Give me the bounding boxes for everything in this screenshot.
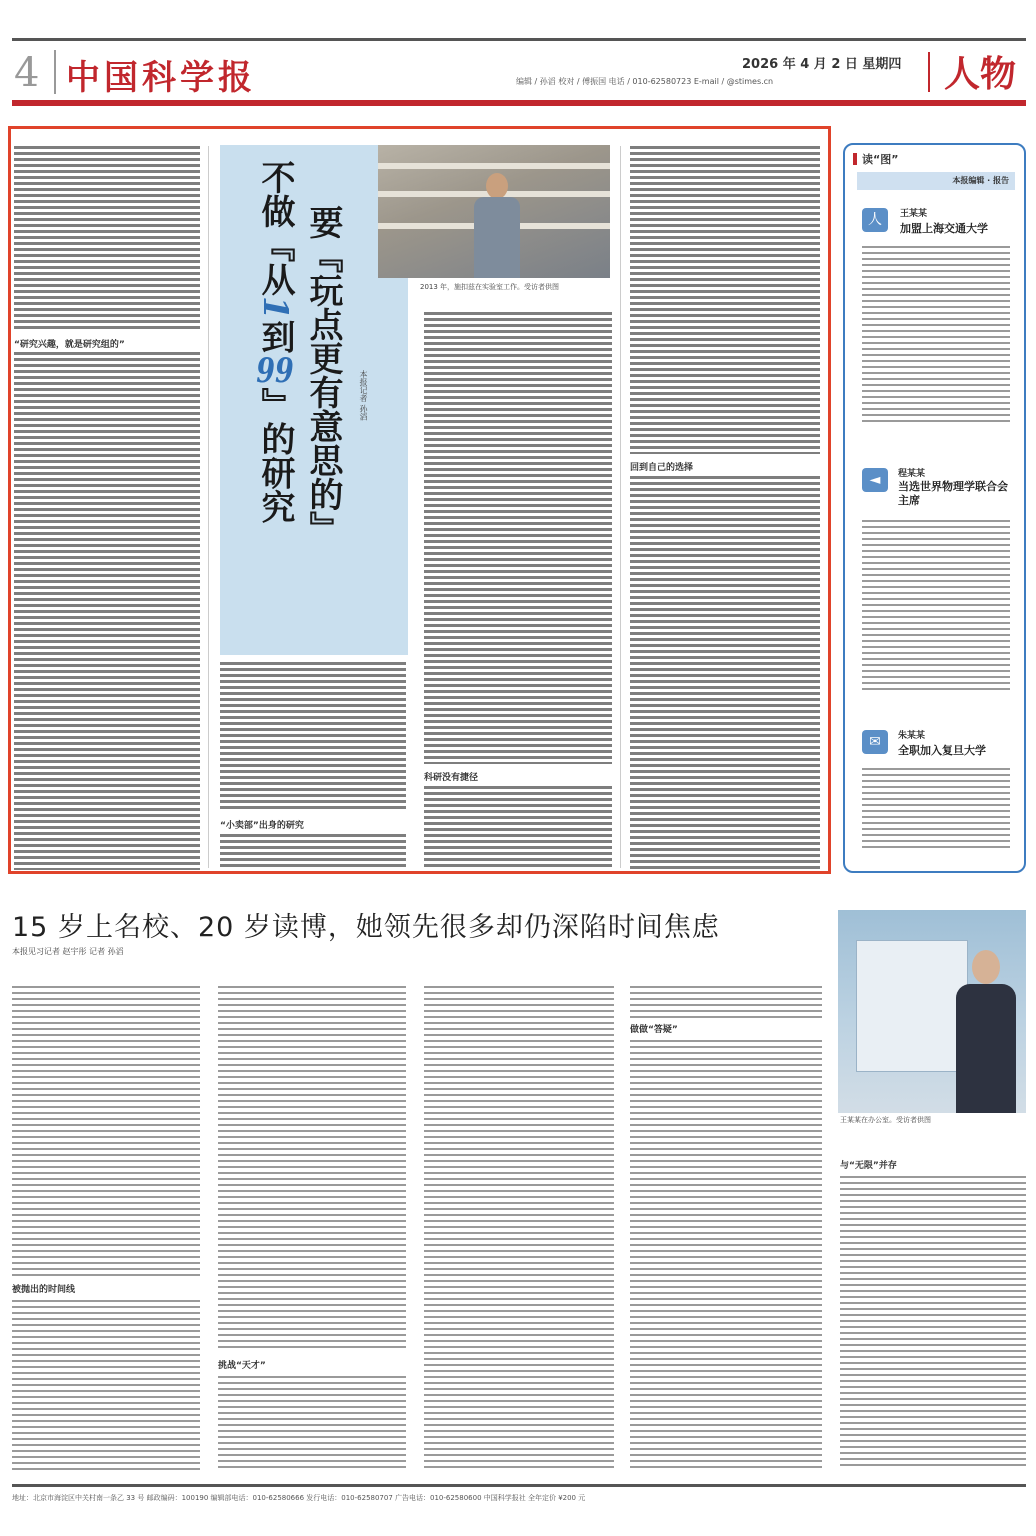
lower-subhead-5: 与“无限”并存 <box>840 1161 897 1171</box>
lower-column-4-bottom <box>630 1040 822 1470</box>
sidebar-item-1-name: 王某某 <box>900 209 928 219</box>
lower-column-1-bottom <box>12 1300 200 1470</box>
page-number-divider <box>54 50 56 94</box>
footer-rule <box>12 1484 1026 1487</box>
lower-column-1-top <box>12 986 200 1276</box>
article-column-2-top <box>220 662 406 812</box>
feature-photo-caption: 2013 年，施扣兹在实验室工作。受访者供图 <box>420 283 560 291</box>
lower-column-2-bottom <box>218 1376 406 1470</box>
feature-subhead-2: “小卖部”出身的研究 <box>220 821 304 831</box>
feature-subhead-4: 科研没有捷径 <box>424 773 479 783</box>
sidebar-item-3-title[interactable]: 全职加入复旦大学 <box>898 744 986 757</box>
lower-subhead-3: 挑战“天才” <box>218 1361 266 1371</box>
title-part-a: 不做『从 <box>255 160 295 296</box>
lower-subhead-1: 被抛出的时间线 <box>12 1285 76 1295</box>
feature-subhead-3: 回到自己的选择 <box>630 463 694 473</box>
article-column-3-top <box>424 312 612 764</box>
sidebar-band-text: 本报编辑 · 报告 <box>952 176 1009 185</box>
lower-subhead-4: 做做“答疑” <box>630 1025 678 1035</box>
sidebar-item-3-name: 朱某某 <box>898 731 926 741</box>
title-part-b: 到 <box>255 319 295 354</box>
sidebar-header: 读“图” <box>862 153 899 166</box>
handshake-icon: ✉ <box>862 730 888 754</box>
section-title: 人物 <box>944 53 1017 95</box>
person-icon: 人 <box>862 208 888 232</box>
lower-column-4-top <box>630 986 822 1018</box>
speaker-icon: ◄ <box>862 468 888 492</box>
lower-column-5 <box>840 1176 1026 1470</box>
feature-photo[interactable] <box>378 145 610 278</box>
page-number: 4 <box>14 50 40 96</box>
title-number-2: 99 <box>256 353 294 388</box>
editor-contacts: 编辑 / 孙滔 校对 / 傅振国 电话 / 010-62580723 E-mail / @stimes.cn <box>516 77 774 86</box>
article-column-1-top <box>14 146 200 332</box>
sidebar-band <box>857 172 1015 190</box>
newspaper-logo: 中国科学报 <box>66 58 256 98</box>
article-column-3-bottom <box>424 786 612 870</box>
article-column-2-bottom <box>220 834 406 870</box>
sidebar-item-3-body <box>862 768 1010 848</box>
lower-column-2-top <box>218 986 406 1350</box>
sidebar-item-2-body <box>862 520 1010 692</box>
lower-column-3 <box>424 986 614 1470</box>
lower-article-headline[interactable]: 15 岁上名校、20 岁读博，她领先很多却仍深陷时间焦虑 <box>12 912 720 943</box>
issue-date: 2026 年 4 月 2 日 星期四 <box>742 57 902 72</box>
lower-article-photo[interactable] <box>838 910 1026 1113</box>
sidebar-item-1-title[interactable]: 加盟上海交通大学 <box>900 222 988 235</box>
feature-byline: 本报记者 孙滔 <box>359 370 368 421</box>
footer-imprint: 地址：北京市海淀区中关村南一条乙 33 号 邮政编码：100190 编辑部电话：010-62580666 发行电话：010-62580707 广告电话：010-62580600 中国科学报社 全年定价 ¥200 元 <box>12 1494 586 1502</box>
section-divider <box>928 52 930 92</box>
article-column-1-bottom <box>14 352 200 870</box>
sidebar-item-2-name: 程某某 <box>898 469 926 479</box>
sidebar-item-2-title[interactable]: 当选世界物理学联合会主席 <box>898 480 1008 507</box>
masthead-red-rule <box>12 100 1026 106</box>
sidebar-item-1-body <box>862 246 1010 426</box>
feature-title-line-1: 要『玩点更有意思的』 <box>303 205 343 545</box>
article-column-4-top <box>630 146 820 454</box>
article-column-4-bottom <box>630 476 820 870</box>
title-number-1: 1 <box>255 296 295 320</box>
feature-subhead-1: “研究兴趣，就是研究组的” <box>14 340 125 350</box>
lower-article-byline: 本报见习记者 赵宇彤 记者 孙滔 <box>12 947 124 956</box>
title-part-c: 』的研究 <box>255 387 295 524</box>
lower-photo-caption: 王某某在办公室。受访者供图 <box>840 1116 931 1124</box>
column-rule <box>208 146 209 868</box>
top-rule <box>12 38 1026 41</box>
feature-title-line-2 <box>255 160 295 524</box>
column-rule <box>620 146 621 868</box>
sidebar-marker <box>853 153 857 165</box>
